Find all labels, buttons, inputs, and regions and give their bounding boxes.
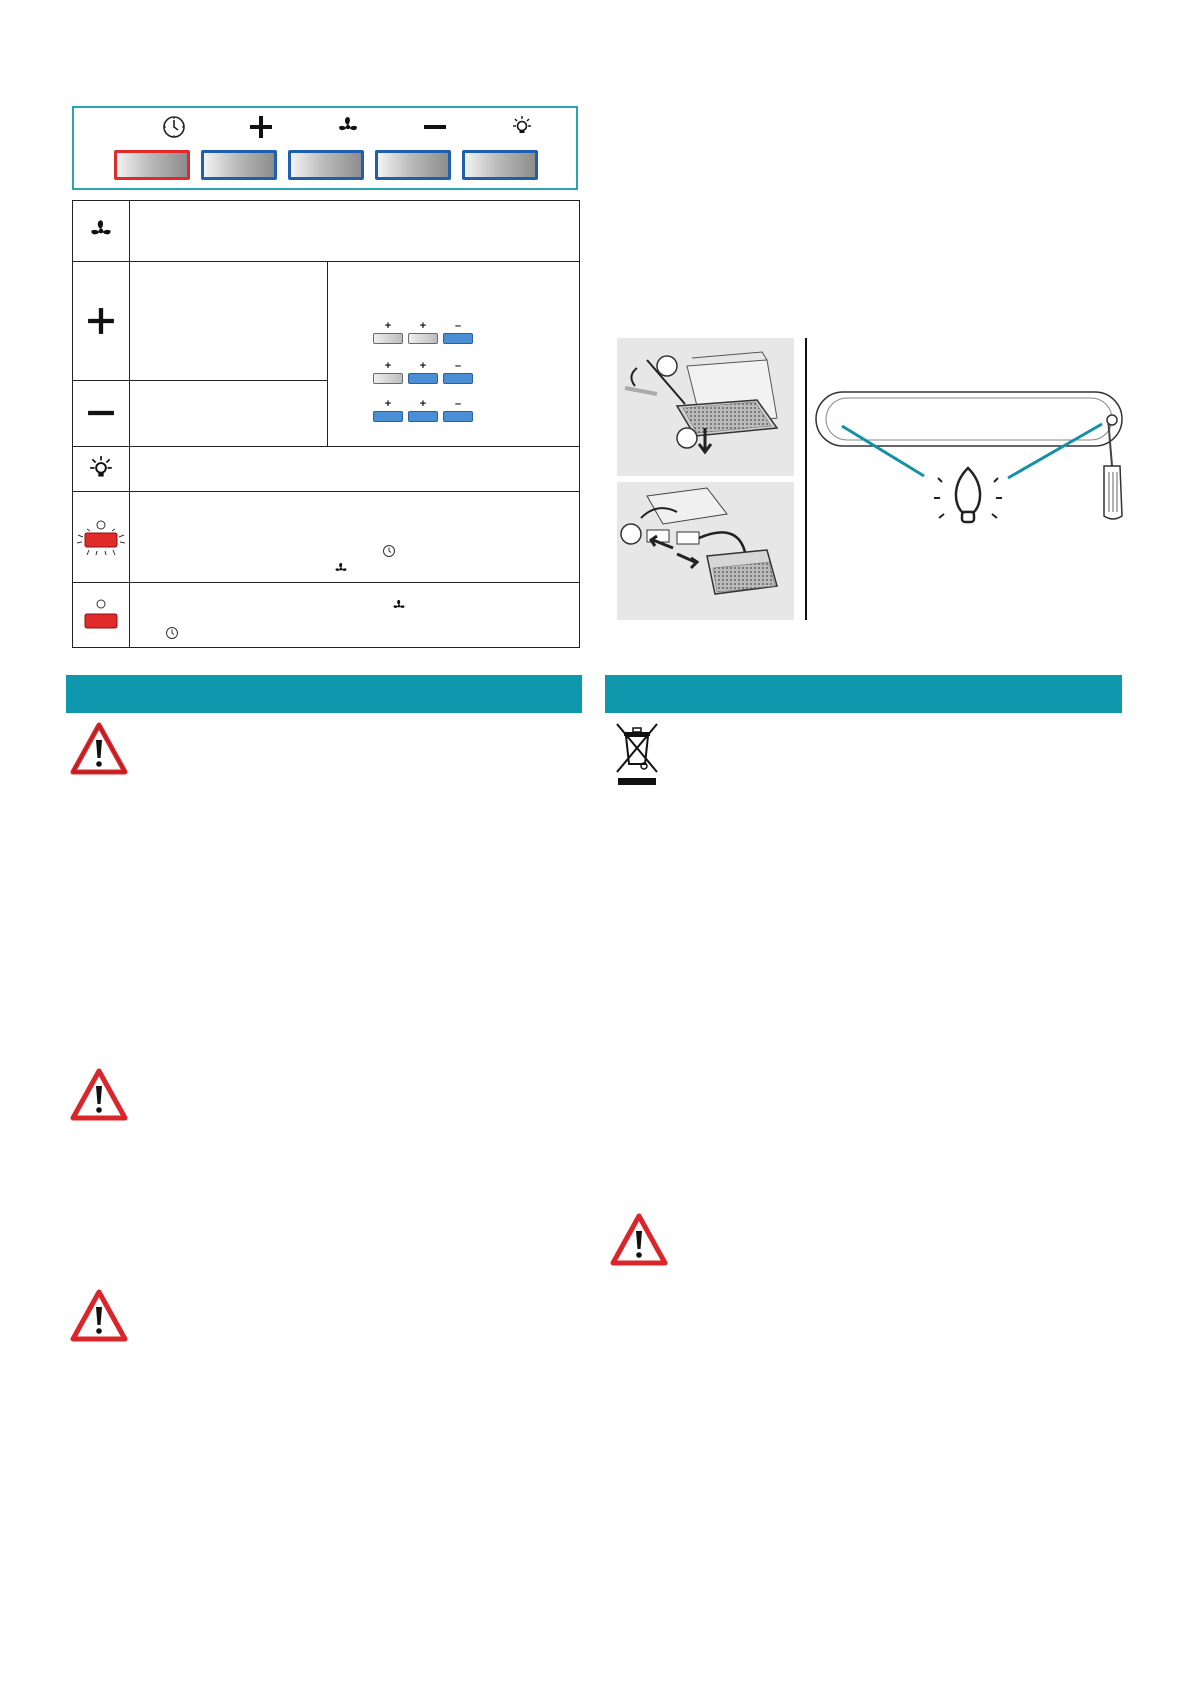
weee-crossed-bin-icon bbox=[614, 720, 660, 786]
row-minus-icon bbox=[73, 380, 129, 446]
speed-2-led-1 bbox=[373, 373, 403, 384]
speed-3-led-1 bbox=[373, 411, 403, 422]
speed-3-led-3 bbox=[443, 411, 473, 422]
light-button[interactable] bbox=[462, 150, 538, 180]
plus-icon bbox=[241, 114, 281, 144]
speed-label-minus-b: – bbox=[454, 360, 462, 372]
speed-label-plus-1b: + bbox=[384, 360, 392, 372]
warning-icon-2 bbox=[70, 1068, 128, 1122]
filter-removal-illustration bbox=[617, 338, 794, 476]
illustration-divider bbox=[805, 338, 807, 620]
speed-1-led-3 bbox=[443, 333, 473, 344]
speed-label-plus-1c: + bbox=[384, 398, 392, 410]
inline-clock-icon-2 bbox=[165, 626, 179, 645]
clock-icon bbox=[154, 114, 194, 144]
row-light-bulb-icon bbox=[73, 446, 129, 491]
row-plus-icon bbox=[73, 261, 129, 380]
speed-1-led-1 bbox=[373, 333, 403, 344]
speed-label-minus-c: – bbox=[454, 398, 462, 410]
row-timer-steady-icon bbox=[73, 582, 129, 647]
speed-label-plus-2: + bbox=[419, 320, 427, 332]
light-bulb-icon bbox=[502, 114, 542, 144]
speed-label-plus-2c: + bbox=[419, 398, 427, 410]
speed-3-led-2 bbox=[408, 411, 438, 422]
row-timer-blinking-icon bbox=[73, 491, 129, 582]
plus-button[interactable] bbox=[201, 150, 277, 180]
minus-button[interactable] bbox=[375, 150, 451, 180]
inline-fan-icon bbox=[333, 561, 349, 582]
fan-button[interactable] bbox=[288, 150, 364, 180]
speed-label-plus-1: + bbox=[384, 320, 392, 332]
row-fan-icon bbox=[73, 201, 129, 261]
speed-2-led-3 bbox=[443, 373, 473, 384]
section-bar-left bbox=[66, 675, 582, 713]
warning-icon-4 bbox=[610, 1213, 668, 1267]
function-table bbox=[72, 200, 580, 648]
inline-clock-icon bbox=[382, 544, 396, 563]
lamp-replacement-illustration bbox=[812, 386, 1132, 556]
filter-connector-illustration bbox=[617, 482, 794, 620]
speed-indicator-diagram bbox=[373, 321, 483, 431]
inline-fan-icon-2 bbox=[391, 598, 407, 619]
speed-label-minus: – bbox=[454, 320, 462, 332]
fan-icon bbox=[328, 114, 368, 144]
control-panel bbox=[72, 106, 578, 190]
minus-icon bbox=[415, 114, 455, 144]
timer-button[interactable] bbox=[114, 150, 190, 180]
speed-label-plus-2b: + bbox=[419, 360, 427, 372]
warning-icon-3 bbox=[70, 1289, 128, 1343]
speed-2-led-2 bbox=[408, 373, 438, 384]
speed-1-led-2 bbox=[408, 333, 438, 344]
warning-icon bbox=[70, 722, 128, 776]
section-bar-right bbox=[605, 675, 1122, 713]
